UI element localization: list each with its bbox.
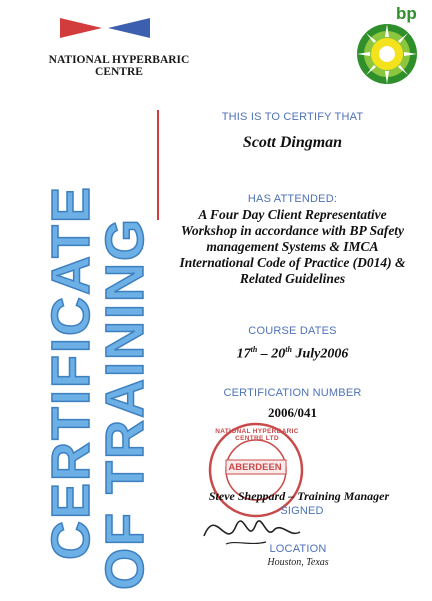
- cert-number-value: 2006/041: [267, 405, 318, 420]
- date-start-day: 17: [236, 346, 251, 362]
- course-dates-value: [170, 345, 415, 363]
- location-label: LOCATION: [269, 543, 327, 555]
- date-month-year: July2006: [291, 346, 349, 362]
- seal-center-text: ABERDEEN: [228, 462, 282, 473]
- course-description: [170, 207, 415, 287]
- nhc-logo-icon: [60, 14, 150, 42]
- course-line: A Four Day Client Representative: [198, 207, 387, 222]
- seal-ring-text: NATIONAL HYPERBARIC CENTRE LTD: [215, 428, 299, 442]
- certify-label: THIS IS TO CERTIFY THAT: [221, 111, 364, 123]
- date-separator: –: [257, 346, 272, 362]
- bp-wordmark: bp: [396, 4, 417, 23]
- issuer-name-line1: NATIONAL HYPERBARIC: [48, 54, 190, 66]
- location-value: Houston, Texas: [267, 557, 329, 568]
- issuer-name: [34, 54, 204, 78]
- red-divider: [157, 110, 159, 220]
- cert-number-label: CERTIFICATION NUMBER: [223, 387, 362, 399]
- course-line: Workshop in accordance with BP Safety: [180, 223, 405, 238]
- course-dates-label: COURSE DATES: [248, 325, 337, 337]
- date-start-suffix: th: [250, 345, 258, 354]
- course-line: Related Guidelines: [239, 271, 346, 286]
- vertical-title-of-training: OF TRAINING: [95, 217, 155, 590]
- signed-label: SIGNED: [280, 505, 324, 517]
- attended-label: HAS ATTENDED:: [247, 193, 338, 205]
- signatory-name-title: Steve Sheppard – Training Manager: [208, 489, 390, 503]
- date-end-day: 20: [271, 346, 286, 362]
- recipient-name: Scott Dingman: [242, 134, 343, 151]
- course-line: management Systems & IMCA: [206, 239, 379, 254]
- bp-helios-icon: [355, 22, 419, 86]
- issuer-name-line2: CENTRE: [95, 66, 143, 78]
- course-line: International Code of Practice (D014) &: [179, 255, 406, 270]
- date-end-suffix: th: [285, 345, 292, 354]
- vertical-title-certificate: CERTIFICATE: [41, 185, 101, 560]
